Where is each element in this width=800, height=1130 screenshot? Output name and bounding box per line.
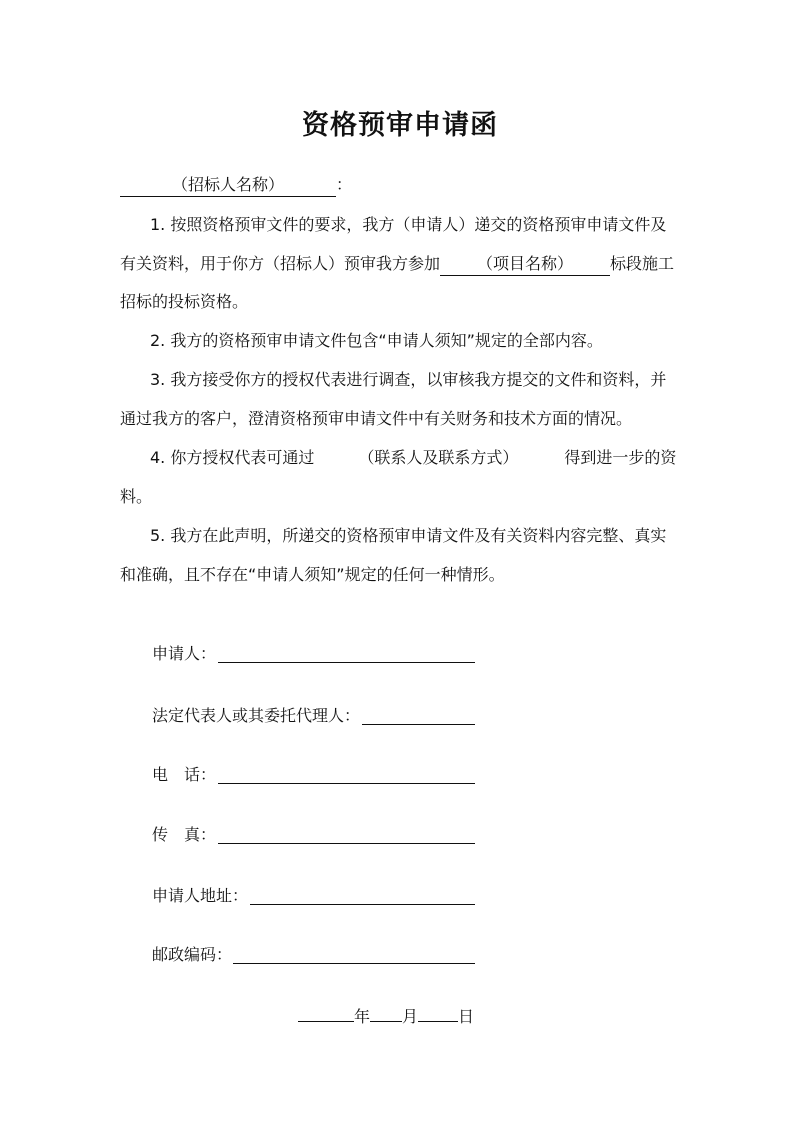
document-title: 资格预审申请函 [302,110,498,141]
year-label: 年 [354,1007,371,1026]
addressee-line [120,173,352,197]
paragraph-1-line-2 [120,252,674,276]
addressee-suffix: ： [336,175,353,194]
postcode-field[interactable] [233,963,475,964]
paragraph-1-text-b: 标段施工 [610,254,675,273]
month-blank[interactable] [370,1003,402,1022]
fax-label: 传 真： [152,825,217,844]
paragraph-4-text-a: 4. 你方授权代表可通过 [150,448,315,467]
applicant-field[interactable] [218,662,475,663]
fax-field[interactable] [218,843,475,844]
date-line [298,1003,474,1029]
address-label: 申请人地址： [152,886,249,905]
paragraph-3-line-2: 通过我方的客户，澄清资格预审申请文件中有关财务和技术方面的情况。 [120,409,633,428]
month-label: 月 [402,1007,419,1026]
day-blank[interactable] [418,1003,458,1022]
paragraph-5-line-2: 和准确，且不存在“申请人须知”规定的任何一种情形。 [120,565,505,584]
legal-rep-label: 法定代表人或其委托代理人： [152,706,361,725]
addressee-blank[interactable] [120,174,336,197]
project-name-blank[interactable] [440,253,610,276]
paragraph-5-line-1: 5. 我方在此声明，所递交的资格预审申请文件及有关资料内容完整、真实 [150,526,667,545]
paragraph-4-text-b: 得到进一步的资 [564,448,677,467]
phone-field[interactable] [218,783,475,784]
project-name-placeholder: （项目名称） [477,254,574,273]
year-blank[interactable] [298,1003,354,1022]
addressee-placeholder: （招标人名称） [171,175,284,194]
paragraph-4-line-1 [150,446,676,470]
phone-label: 电 话： [152,765,217,784]
paragraph-1-text-a: 有关资料，用于你方（招标人）预审我方参加 [120,254,441,273]
applicant-label: 申请人： [152,644,217,663]
paragraph-3-line-1: 3. 我方接受你方的授权代表进行调查，以审核我方提交的文件和资料，并 [150,370,667,389]
legal-rep-field[interactable] [362,724,475,725]
paragraph-1-line-1: 1. 按照资格预审文件的要求，我方（申请人）递交的资格预审申请文件及 [150,215,667,234]
paragraph-1-line-3: 招标的投标资格。 [120,292,249,311]
postcode-label: 邮政编码： [152,945,233,964]
paragraph-4-line-2: 料。 [120,487,153,506]
day-label: 日 [458,1007,475,1026]
address-field[interactable] [250,904,475,905]
paragraph-2-line-1: 2. 我方的资格预审申请文件包含“申请人须知”规定的全部内容。 [150,331,603,350]
contact-placeholder: （联系人及联系方式） [358,448,519,467]
